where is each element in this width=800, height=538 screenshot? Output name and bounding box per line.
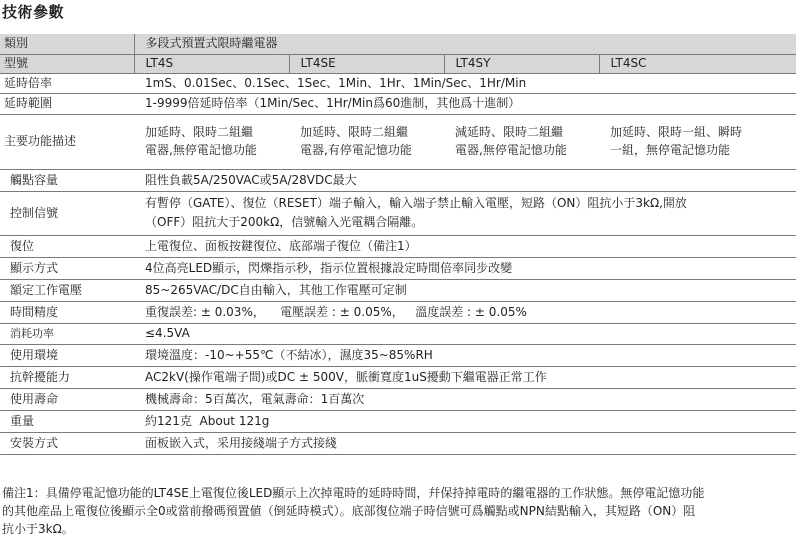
value-display: 4位高亮LED顯示，閃爍指示秒，指示位置根據設定時間倍率同步改變	[134, 257, 796, 279]
footnote-line2: 的其他産品上電復位後顯示全0或當前撥碼預置値（倒延時模式）。底部復位端子時信號可爲觸點或NPN結點輸入，其短路（ON）阻	[2, 504, 696, 518]
label-reset: 復位	[0, 235, 134, 257]
label-control-signal: 控制信號	[0, 191, 134, 235]
function-lt4s-line2: 電器,無停電記憶功能	[145, 143, 257, 157]
model-lt4s: LT4S	[134, 54, 289, 73]
value-contact-capacity: 阻性負載5A/250VAC或5A/28VDC最大	[134, 169, 796, 191]
label-contact-capacity: 觸點容量	[0, 169, 134, 191]
value-service-life: 機械壽命：5百萬次，電氣壽命：1百萬次	[134, 388, 796, 410]
row-category	[0, 34, 796, 54]
row-delay-rate	[0, 73, 796, 93]
label-anti-interference: 抗幹擾能力	[0, 366, 134, 388]
value-installation: 面板嵌入式，采用接綫端子方式接綫	[134, 432, 796, 454]
function-lt4sc-line2: 一組，無停電記憶功能	[610, 143, 731, 157]
value-power: ≤4.5VA	[134, 323, 796, 344]
label-rated-voltage: 額定工作電壓	[0, 279, 134, 301]
value-delay-rate: 1mS、0.01Sec、0.1Sec、1Sec、1Min、1Hr、1Min/Sec、1Hr/Min	[134, 73, 796, 93]
row-model	[0, 54, 796, 73]
control-signal-line2: （OFF）阻抗大于200kΩ，信號輸入光電耦合隔離。	[145, 215, 424, 229]
value-time-accuracy: 重復誤差: ± 0.03%， 電壓誤差 : ± 0.05%， 溫度誤差 : ± 0.05%	[134, 301, 796, 323]
label-main-function: 主要功能描述	[0, 114, 134, 169]
label-environment: 使用環境	[0, 344, 134, 366]
function-lt4sc	[599, 114, 796, 169]
row-anti-interference	[0, 366, 796, 388]
label-display: 顯示方式	[0, 257, 134, 279]
model-lt4sy: LT4SY	[444, 54, 599, 73]
row-contact-capacity	[0, 169, 796, 191]
row-main-function	[0, 114, 796, 169]
row-reset	[0, 235, 796, 257]
label-service-life: 使用壽命	[0, 388, 134, 410]
footnote-line1: 備注1：具備停電記憶功能的LT4SE上電復位後LED顯示上次掉電時的延時時間，幷保持掉電時的繼電器的工作狀態。無停電記憶功能	[2, 486, 705, 500]
value-delay-range: 1-9999倍延時倍率（1Min/Sec、1Hr/Min爲60進制，其他爲十進制）	[134, 93, 796, 114]
function-lt4sy-line1: 減延時、限時二組繼	[455, 125, 564, 139]
spec-table	[0, 34, 796, 455]
row-display	[0, 257, 796, 279]
function-lt4s	[134, 114, 289, 169]
label-power: 消耗功率	[0, 323, 134, 344]
section-title: 技術參數	[2, 3, 65, 21]
row-environment	[0, 344, 796, 366]
label-delay-range: 延時範圍	[0, 93, 134, 114]
value-environment: 環境溫度：-10~+55℃（不結冰），濕度35~85%RH	[134, 344, 796, 366]
value-category: 多段式預置式限時繼電器	[134, 34, 796, 54]
label-weight: 重量	[0, 410, 134, 432]
value-anti-interference: AC2kV(操作電端子間)或DC ± 500V，脈衝寬度1uS擾動下繼電器正常工作	[134, 366, 796, 388]
function-lt4se-line2: 電器,有停電記憶功能	[300, 143, 412, 157]
row-rated-voltage	[0, 279, 796, 301]
row-delay-range	[0, 93, 796, 114]
model-lt4se: LT4SE	[289, 54, 444, 73]
footnote	[2, 484, 796, 538]
value-reset: 上電復位、面板按鍵復位、底部端子復位（備注1）	[134, 235, 796, 257]
function-lt4sy-line2: 電器,無停電記憶功能	[455, 143, 567, 157]
row-installation	[0, 432, 796, 454]
label-time-accuracy: 時間精度	[0, 301, 134, 323]
model-lt4sc: LT4SC	[599, 54, 796, 73]
function-lt4sy	[444, 114, 599, 169]
row-time-accuracy	[0, 301, 796, 323]
function-lt4se	[289, 114, 444, 169]
row-weight	[0, 410, 796, 432]
label-model: 型號	[0, 54, 134, 73]
control-signal-line1: 有暫停（GATE）、復位（RESET）端子輸入，輸入端子禁止輸入電壓，短路（ON）阻抗小于3kΩ,開放	[145, 196, 687, 210]
row-control-signal	[0, 191, 796, 235]
function-lt4s-line1: 加延時、限時二組繼	[145, 125, 254, 139]
function-lt4se-line1: 加延時、限時二組繼	[300, 125, 409, 139]
row-service-life	[0, 388, 796, 410]
function-lt4sc-line1: 加延時、限時一組、瞬時	[610, 125, 743, 139]
footnote-line3: 抗小于3kΩ。	[2, 522, 74, 536]
label-installation: 安裝方式	[0, 432, 134, 454]
value-rated-voltage: 85~265VAC/DC自由輸入，其他工作電壓可定制	[134, 279, 796, 301]
value-weight: 約121克 About 121g	[134, 410, 796, 432]
label-category: 類別	[0, 34, 134, 54]
row-power	[0, 323, 796, 344]
label-delay-rate: 延時倍率	[0, 73, 134, 93]
value-control-signal	[134, 191, 796, 235]
